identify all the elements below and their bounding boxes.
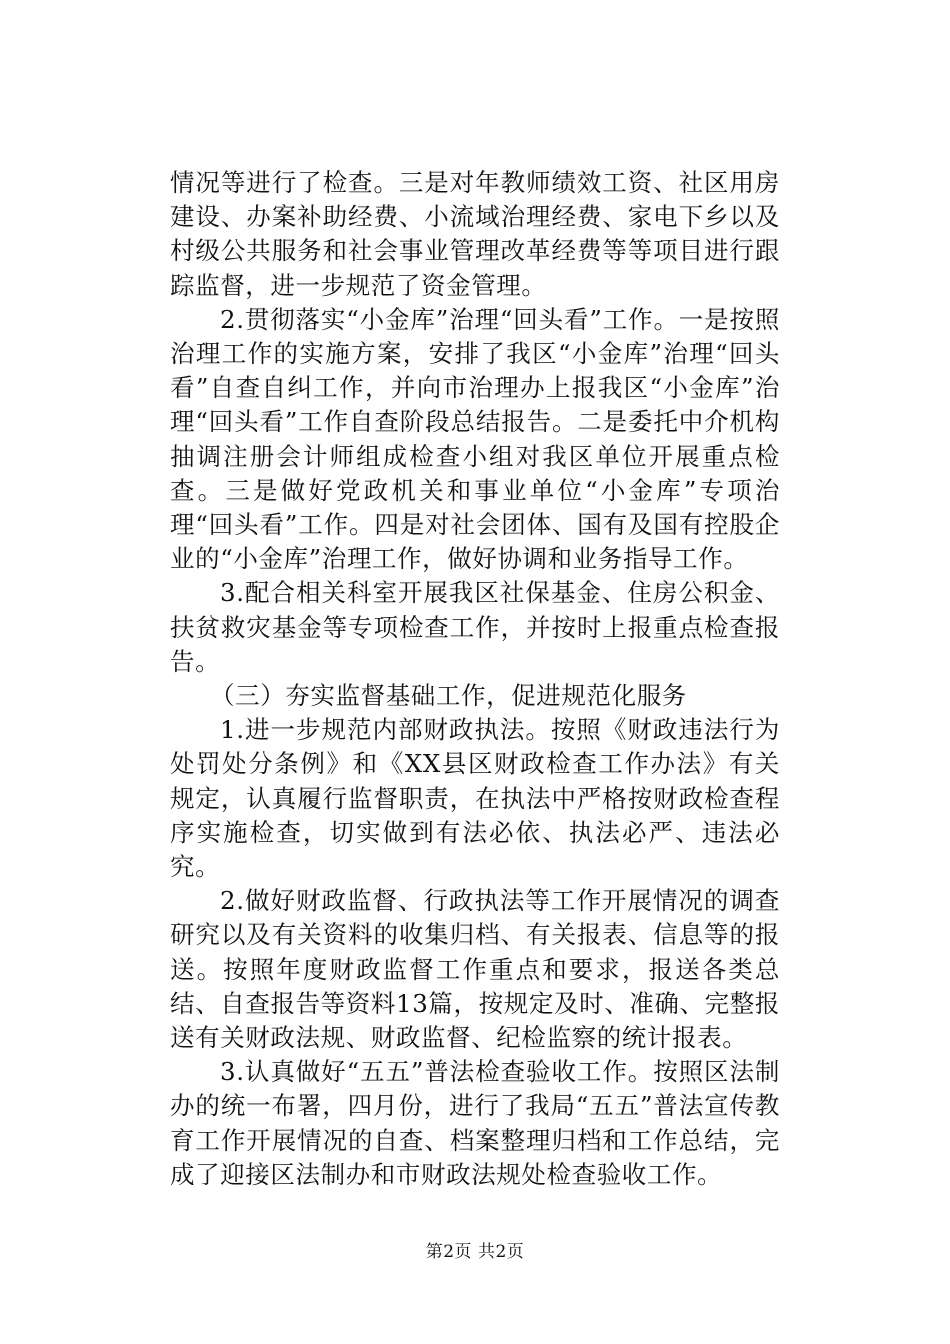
paragraph-research-reporting: 2.做好财政监督、行政执法等工作开展情况的调查研究以及有关资料的收集归档、有关报表、信息等的报送。按照年度财政监督工作重点和要求，报送各类总结、自查报告等资料13篇，按规定及时、准确、完整报送有关财政法规、财政监督、纪检监察的统计报表。 xyxy=(170,886,780,1053)
paragraph-special-inspection: 3.配合相关科室开展我区社保基金、住房公积金、扶贫救灾基金等专项检查工作，并按时上报重点检查报告。 xyxy=(170,578,780,676)
page-number-label: 第2页 共2页 xyxy=(425,1242,525,1262)
document-body xyxy=(170,166,780,1192)
paragraph-legal-education: 3.认真做好“五五”普法检查验收工作。按照区法制办的统一布署，四月份，进行了我局“五五”普法宣传教育工作开展情况的自查、档案整理归档和工作总结，完成了迎接区法制办和市财政法规处检查验收工作。 xyxy=(170,1057,780,1189)
paragraph-law-enforcement: 1.进一步规范内部财政执法。按照《财政违法行为处罚处分条例》和《XX县区财政检查工作办法》有关规定，认真履行监督职责，在执法中严格按财政检查程序实施检查，切实做到有法必依、执法必严、违法必究。 xyxy=(170,715,780,882)
paragraph-xiaojinku: 2.贯彻落实“小金库”治理“回头看”工作。一是按照治理工作的实施方案，安排了我区“小金库”治理“回头看”自查自纠工作，并向市治理办上报我区“小金库”治理“回头看”工作自查阶段总结报告。二是委托中介机构抽调注册会计师组成检查小组对我区单位开展重点检查。三是做好党政机关和事业单位“小金库”专项治理“回头看”工作。四是对社会团体、国有及国有控股企业的“小金库”治理工作，做好协调和业务指导工作。 xyxy=(170,304,780,574)
page-footer xyxy=(0,1240,950,1264)
section-heading: （三）夯实监督基础工作，促进规范化服务 xyxy=(210,681,687,711)
paragraph-continuation: 情况等进行了检查。三是对年教师绩效工资、社区用房建设、办案补助经费、小流域治理经费、家电下乡以及村级公共服务和社会事业管理改革经费等等项目进行跟踪监督，进一步规范了资金管理。 xyxy=(170,168,780,300)
